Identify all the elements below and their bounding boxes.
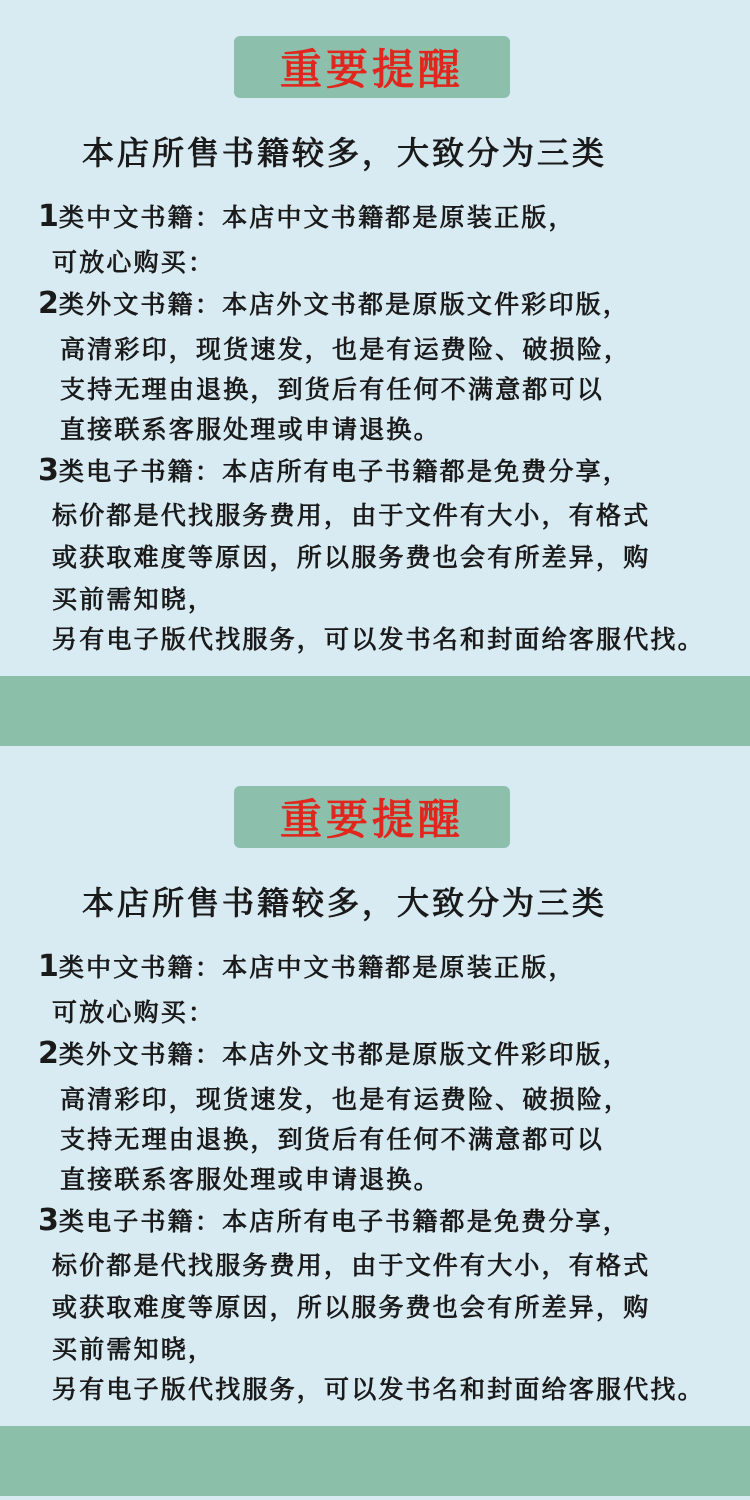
notice-title: 重要提醒	[279, 795, 464, 844]
bottom-band	[0, 676, 750, 746]
item-3-line-4: 买前需知晓，	[52, 585, 216, 614]
item-3-line-1: 3类电子书籍：本店所有电子书籍都是免费分享，	[38, 453, 631, 488]
item-number: 1	[38, 199, 59, 234]
item-3-line-1: 3类电子书籍：本店所有电子书籍都是免费分享，	[38, 1203, 631, 1238]
notice-subtitle: 本店所售书籍较多，大致分为三类	[82, 884, 608, 922]
item-3-line-2: 标价都是代找服务费用，由于文件有大小，有格式	[52, 1251, 651, 1280]
item-3-line-2: 标价都是代找服务费用，由于文件有大小，有格式	[52, 501, 651, 530]
item-3-line-5: 另有电子版代找服务，可以发书名和封面给客服代找。	[52, 1375, 705, 1404]
item-2-line-3: 支持无理由退换，到货后有任何不满意都可以	[60, 1125, 605, 1154]
notice-subtitle: 本店所售书籍较多，大致分为三类	[82, 134, 608, 172]
item-2-line-2: 高清彩印，现货速发，也是有运费险、破损险，	[60, 1085, 632, 1114]
title-box	[234, 36, 510, 98]
bottom-band	[0, 1426, 750, 1496]
item-3-line-3: 或获取难度等原因，所以服务费也会有所差异，购	[52, 543, 651, 572]
item-2-line-4: 直接联系客服处理或申请退换。	[60, 415, 441, 444]
item-3-line-3: 或获取难度等原因，所以服务费也会有所差异，购	[52, 1293, 651, 1322]
item-number: 2	[38, 1036, 59, 1071]
item-2-line-1: 2类外文书籍：本店外文书都是原版文件彩印版，	[38, 1036, 631, 1071]
item-2-line-3: 支持无理由退换，到货后有任何不满意都可以	[60, 375, 605, 404]
title-box	[234, 786, 510, 848]
item-number: 2	[38, 286, 59, 321]
item-1-line-2: 可放心购买：	[52, 998, 216, 1027]
item-number: 1	[38, 949, 59, 984]
item-2-line-1: 2类外文书籍：本店外文书都是原版文件彩印版，	[38, 286, 631, 321]
item-1-line-1: 1类中文书籍：本店中文书籍都是原装正版，	[38, 199, 576, 234]
item-2-line-2: 高清彩印，现货速发，也是有运费险、破损险，	[60, 335, 632, 364]
item-1-line-2: 可放心购买：	[52, 248, 216, 277]
item-1-line-1: 1类中文书籍：本店中文书籍都是原装正版，	[38, 949, 576, 984]
item-2-line-4: 直接联系客服处理或申请退换。	[60, 1165, 441, 1194]
notice-panel-2	[0, 750, 750, 1500]
item-3-line-5: 另有电子版代找服务，可以发书名和封面给客服代找。	[52, 625, 705, 654]
item-3-line-4: 买前需知晓，	[52, 1335, 216, 1364]
notice-title: 重要提醒	[279, 45, 464, 94]
item-number: 3	[38, 1203, 59, 1238]
item-number: 3	[38, 453, 59, 488]
